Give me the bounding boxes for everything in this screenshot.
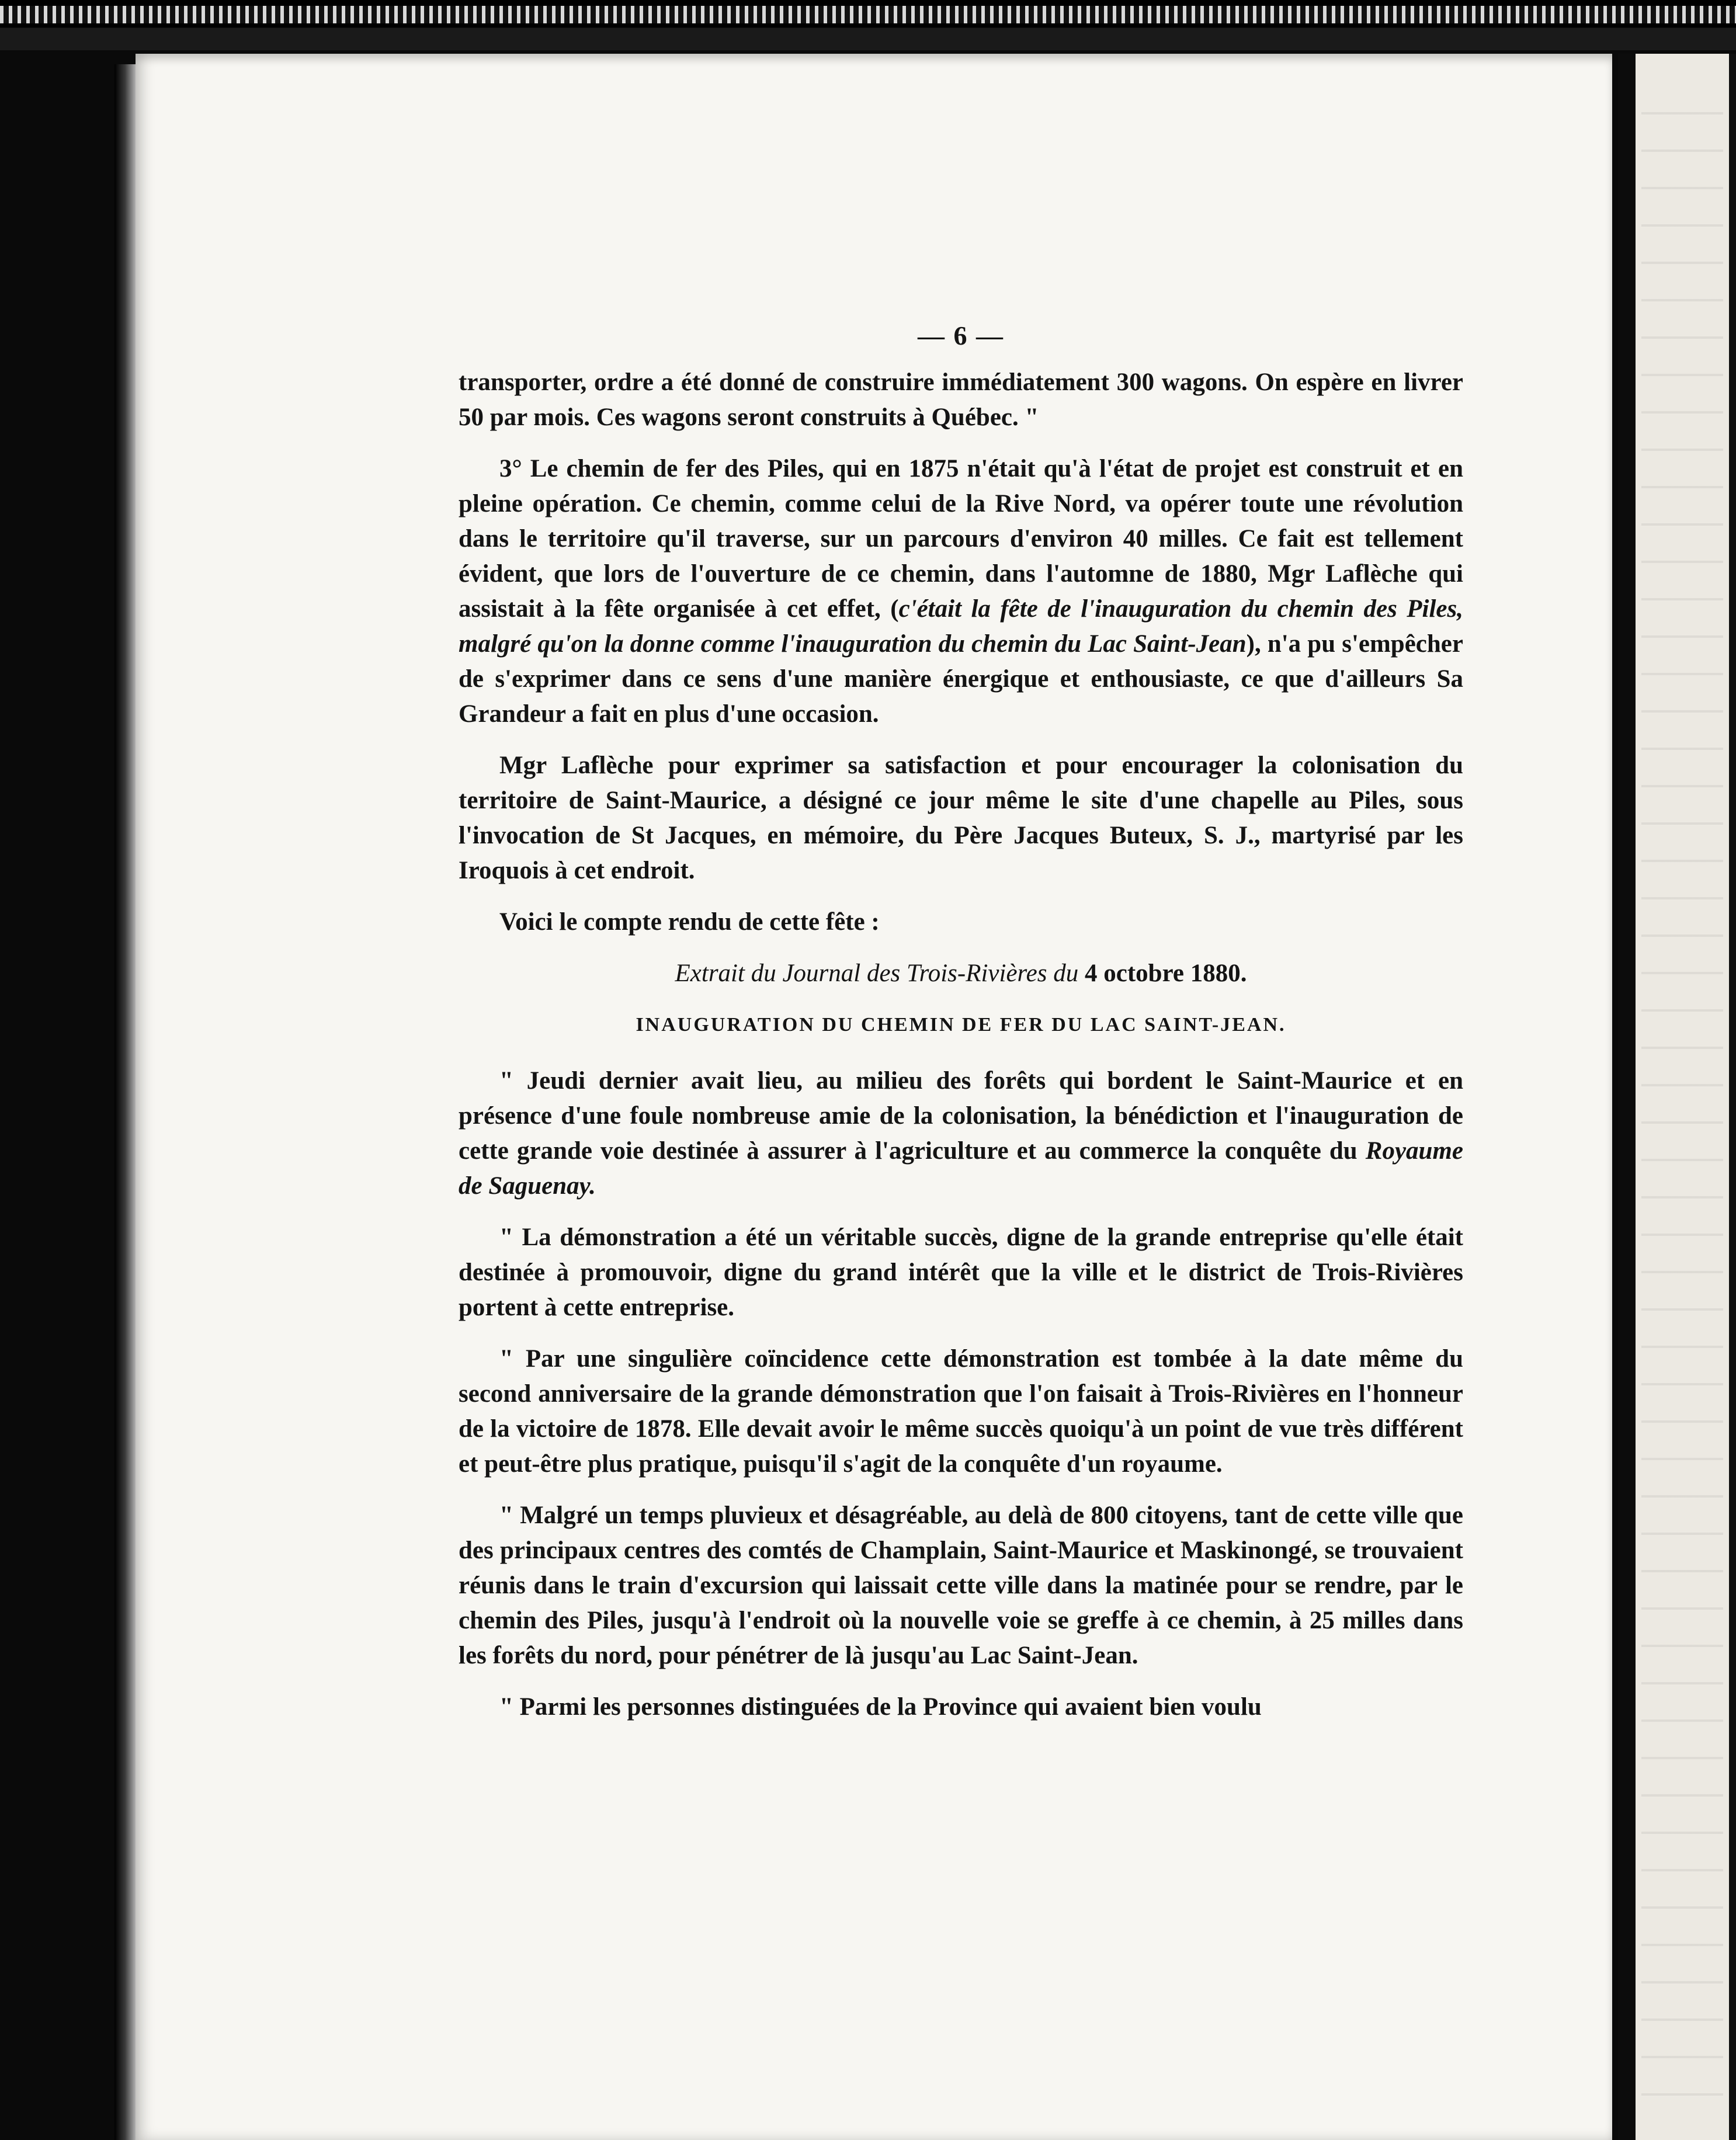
extract-date: 4 octobre 1880. [1085,960,1247,987]
page-number: — 6 — [918,321,1004,350]
page-edge-shadow [114,64,138,2140]
quote-1-text: " Jeudi dernier avait lieu, au milieu des forêts qui bordent le Saint-Maurice et en présence d'une foule nombreuse amie de la colonisation, la bénédiction et l'inauguration de cette grande voie destinée à assurer à l'agriculture et au commerce la conquête du [459,1067,1463,1165]
paragraph-3-start: 3° Le chemin de fer des Piles, qui en 1875 n'était qu'à l'état de projet est construit et en pleine opération. Ce chemin, comme celui de la Rive Nord, va opérer toute une révolution dans le territoire qu'il traverse, sur un parcours d'environ 40 milles. Ce fait est tellement évident, que lors de l'ouverture de ce chemin, dans l'automne de 1880, Mgr Laflèche qui assistait à la fête organisée à cet effet, ( [459,455,1463,623]
film-strip-top [0,0,1736,50]
paragraph-3 [459,451,1463,732]
quote-1-italic: Royaume de Saguenay. [459,1137,1463,1200]
extract-title [459,956,1463,991]
quote-paragraph-2: " La démonstration a été un véritable succès, digne de la grande entreprise qu'elle était destinée à promouvoir, digne du grand intérêt que la ville et le district de Trois-Rivières portent à cette entreprise. [459,1224,1463,1321]
paragraph-3-end: ), n'a pu s'empêcher de s'exprimer dans ce sens d'une manière énergique et enthousiaste, ce que d'ailleurs Sa Grandeur a fait en plus d'une occasion. [459,630,1463,728]
extract-title-italic: Extrait du Journal des Trois-Rivières du [675,960,1079,987]
text-column [459,318,1463,1741]
paragraph-continued: transporter, ordre a été donné de construire immédiatement 300 wagons. On espère en livrer 50 par mois. Ces wagons seront construits à Québec. " [459,369,1463,431]
adjacent-page-edge [1618,54,1736,2140]
quote-paragraph-1 [459,1064,1463,1204]
quote-paragraph-4: " Malgré un temps pluvieux et désagréable, au delà de 800 citoyens, tant de cette ville que des principaux centres des comtés de Champlain, Saint-Maurice et Maskinongé, se trouvaient réunis dans le train d'excursion qui laissait cette ville dans la matinée pour se rendre, par le chemin des Piles, jusqu'à l'endroit où la nouvelle voie se greffe à ce chemin, à 25 milles dans les forêts du nord, pour pénétrer de là jusqu'au Lac Saint-Jean. [459,1502,1463,1669]
quote-paragraph-3: " Par une singulière coïncidence cette démonstration est tombée à la date même du second anniversaire de la grande démonstration que l'on faisait à Trois-Rivières en l'honneur de la victoire de 1878. Elle devait avoir le même succès quoiqu'à un point de vue très différent et peut-être plus pratique, puisqu'il s'agit de la conquête d'un royaume. [459,1345,1463,1478]
section-heading: INAUGURATION DU CHEMIN DE FER DU LAC SAINT-JEAN. [636,1014,1286,1036]
paragraph-4: Mgr Laflèche pour exprimer sa satisfaction et pour encourager la colonisation du territoire de Saint-Maurice, a désigné ce jour même le site d'une chapelle au Piles, sous l'invocation de St Jacques, en mémoire, du Père Jacques Buteux, S. J., martyrisé par les Iroquois à cet endroit. [459,752,1463,884]
quote-paragraph-5: " Parmi les personnes distinguées de la Province qui avaient bien voulu [499,1693,1262,1721]
paragraph-3-italic: c'était la fête de l'inauguration du chemin des Piles, malgré qu'on la donne comme l'inauguration du chemin du Lac Saint-Jean [459,595,1463,658]
paragraph-5: Voici le compte rendu de cette fête : [499,908,880,936]
